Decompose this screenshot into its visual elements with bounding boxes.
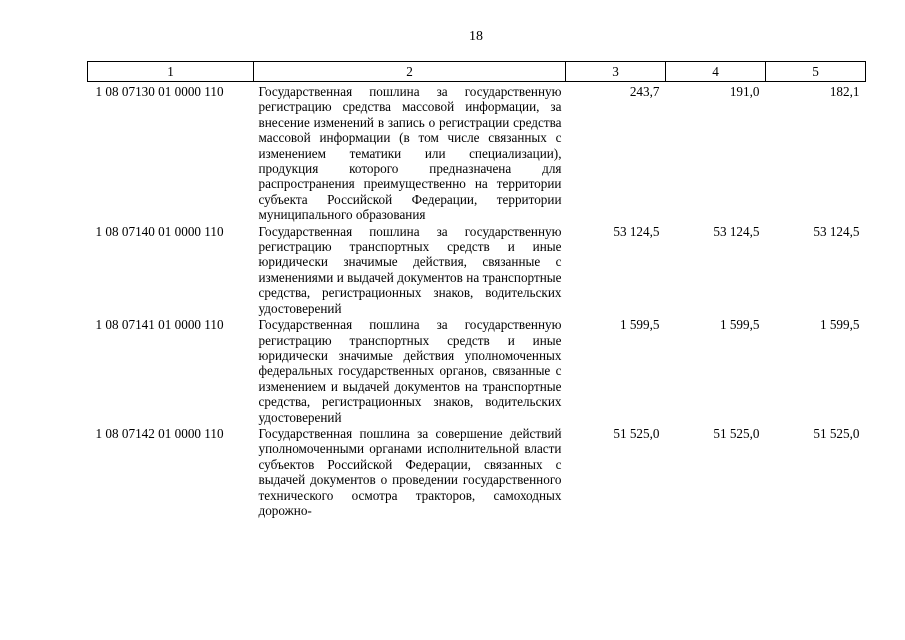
- budget-revenue-table: [87, 61, 866, 519]
- row-description: Государственная пошлина за государственную регистрацию средства массовой информации, за внесение изменений в запись о регистрации средства массовой информации (в том числе связанных с изменением тематики или специализации), продукция которого предназначена для распространения преимущественно на территории субъекта Российской Федерации, территории муниципального образования: [258, 84, 562, 223]
- table-row: [88, 317, 866, 426]
- table-row: [88, 224, 866, 317]
- row-value-col-4: 53 124,5: [713, 223, 760, 239]
- row-value-col-3: 51 525,0: [613, 425, 660, 441]
- header-col-5: 5: [766, 62, 866, 82]
- row-value-col-3: 243,7: [629, 84, 660, 99]
- row-description: Государственная пошлина за государственную регистрацию транспортных средств и иные юридически значимые действия, связанные с изменениями и выдачей документов на транспортные средства, регистрационных знаков, водительских удостоверений: [258, 223, 562, 316]
- page-number: 18: [469, 29, 483, 44]
- table-header-row: [88, 62, 866, 82]
- row-value-col-5: 51 525,0: [813, 425, 860, 441]
- row-value-col-3: 1 599,5: [619, 317, 660, 333]
- row-value-col-5: 1 599,5: [819, 317, 860, 333]
- row-code: 1 08 07141 01 0000 110: [95, 317, 224, 333]
- row-code: 1 08 07142 01 0000 110: [95, 425, 224, 441]
- row-description: Государственная пошлина за совершение действий уполномоченными органами исполнительной власти субъектов Российской Федерации, связанных с выдачей документов о проведении государственного технического осмотра тракторов, самоходных дорожно-: [258, 425, 562, 518]
- table-row: [88, 426, 866, 519]
- header-col-2: 2: [254, 62, 566, 82]
- table-row: [88, 82, 866, 224]
- header-col-4: 4: [666, 62, 766, 82]
- row-value-col-4: 1 599,5: [719, 317, 760, 333]
- header-col-1: 1: [88, 62, 254, 82]
- row-code: 1 08 07130 01 0000 110: [95, 84, 224, 99]
- row-value-col-5: 182,1: [829, 84, 860, 99]
- row-code: 1 08 07140 01 0000 110: [95, 223, 224, 239]
- row-value-col-3: 53 124,5: [613, 223, 660, 239]
- header-col-3: 3: [566, 62, 666, 82]
- row-value-col-4: 51 525,0: [713, 425, 760, 441]
- row-value-col-5: 53 124,5: [813, 223, 860, 239]
- row-description: Государственная пошлина за государственную регистрацию транспортных средств и иные юридически значимые действия уполномоченных федеральных государственных органов, связанные с изменением и выдачей документов на транспортные средства, регистрационных знаков, водительских удостоверений: [258, 317, 562, 425]
- row-value-col-4: 191,0: [729, 84, 760, 99]
